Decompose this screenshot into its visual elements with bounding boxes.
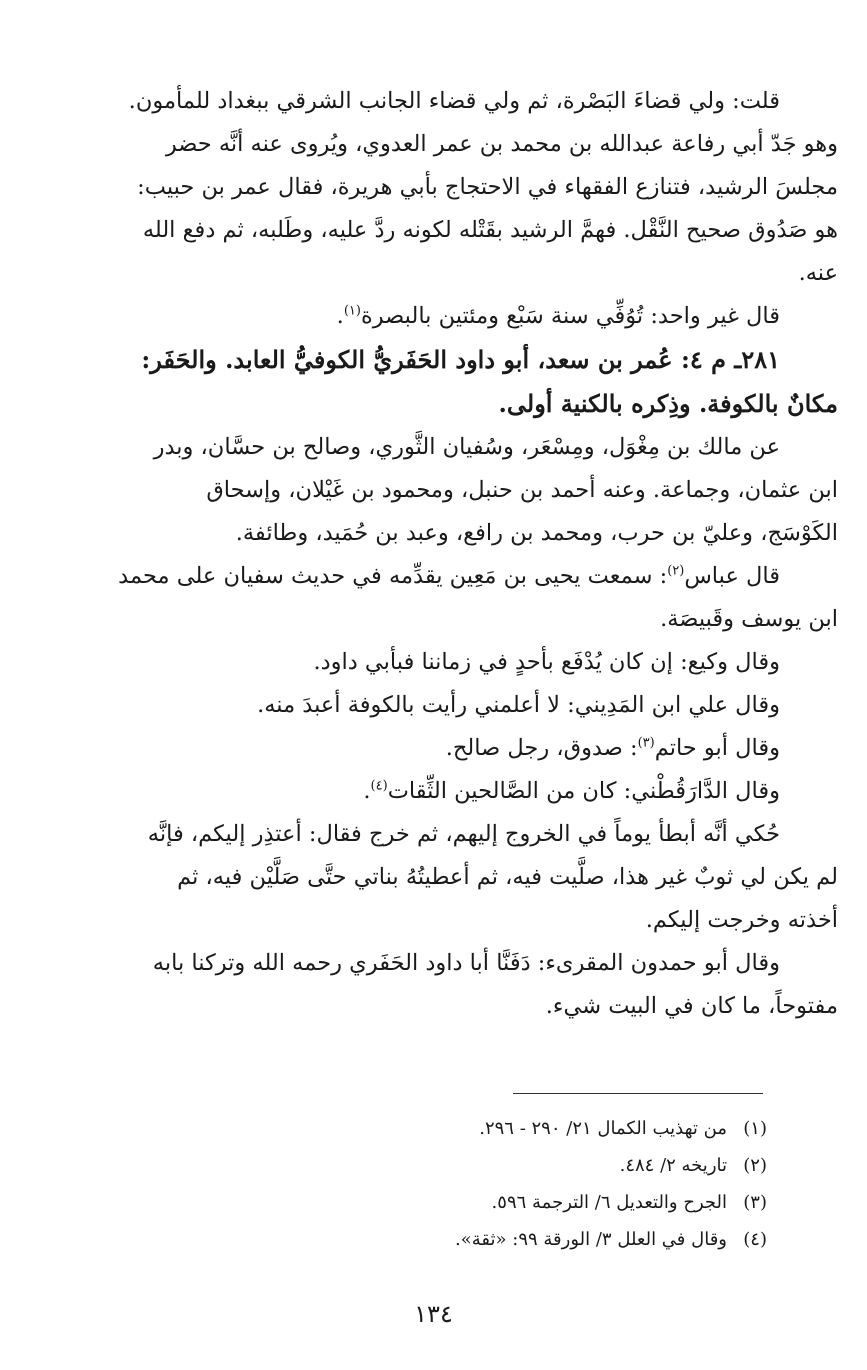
entry-heading-line: ٢٨١ـ م ٤: عُمر بن سعد، أبو داود الحَفَريُّ الكوفيُّ العابد. والحَفَر:: [141, 345, 780, 374]
footnote-ref: (٣): [637, 735, 655, 751]
text-line: عنه.: [798, 260, 838, 286]
footnote-number: (٣): [743, 1192, 767, 1213]
text-line: هو صَدُوق صحيح النَّقْل. فهمَّ الرشيد بقَتْله لكونه ردَّ عليه، وطَلبه، ثم دفع الله: [142, 217, 838, 243]
footnotes: [67, 1110, 767, 1258]
footnote-ref: (٤): [370, 778, 388, 794]
paragraph: [38, 684, 838, 727]
footnote-ref: (١): [343, 303, 361, 319]
footnote-divider: [513, 1093, 763, 1094]
text-line: وقال الدَّارَقُطْني: كان من الصَّالحين الثِّقات: [387, 778, 780, 804]
paragraph: [38, 770, 838, 813]
text-line: .: [363, 778, 371, 804]
text-line: حُكي أنَّه أبطأ يوماً في الخروج إليهم، ثم خرج فقال: أعتذِر إليكم، فإنَّه: [147, 821, 780, 847]
text-line: وهو جَدّ أبي رفاعة عبدالله بن محمد بن عمر العدوي، ويُروى عنه أنَّه حضر: [165, 131, 838, 157]
paragraph: [38, 555, 838, 641]
footnote-item: [67, 1147, 767, 1184]
text-line: عن مالك بن مِغْوَل، ومِسْعَر، وسُفيان الثَّوري، وصالح بن حسَّان، وبدر: [153, 434, 780, 460]
text-line: الكَوْسَج، وعليّ بن حرب، ومحمد بن رافع، وعبد بن حُمَيد، وطائفة.: [235, 520, 838, 546]
footnote-number: (٤): [743, 1229, 767, 1250]
footnote-number: (٢): [743, 1155, 767, 1176]
paragraph: [38, 426, 838, 555]
entry-heading-line: مكانٌ بالكوفة. وذِكره بالكنية أولى.: [498, 389, 838, 418]
footnote-text: تاريخه ٢/ ٤٨٤.: [619, 1155, 727, 1176]
footnote-text: من تهذيب الكمال ٢١/ ٢٩٠ - ٢٩٦.: [479, 1118, 727, 1139]
text-line: وقال وكيع: إن كان يُدْفَع بأحدٍ في زماننا فبأبي داود.: [313, 649, 780, 675]
text-line: أخذته وخرجت إليكم.: [645, 907, 838, 933]
text-line: وقال أبو حاتم: [654, 735, 780, 761]
paragraph: [38, 942, 838, 1028]
text-line: قال غير واحد: تُوُفِّي سنة سَبْع ومئتين بالبصرة: [360, 303, 780, 329]
text-line: وقال أبو حمدون المقرىء: دَفَنَّا أبا داود الحَفَري رحمه الله وتركنا بابه: [152, 950, 780, 976]
text-line: وقال علي ابن المَدِيني: لا أعلمني رأيت بالكوفة أعبدَ منه.: [257, 692, 780, 718]
text-line: لم يكن لي ثوبٌ غير هذا، صلَّيت فيه، ثم أعطيتُهُ بناتي حتَّى صَلَّيْن فيه، ثم: [177, 864, 838, 890]
main-text: [38, 80, 838, 1028]
paragraph: [38, 813, 838, 942]
footnote-text: الجرح والتعديل ٦/ الترجمة ٥٩٦.: [491, 1192, 727, 1213]
footnote-text: وقال في العلل ٣/ الورقة ٩٩: «ثقة».: [455, 1229, 727, 1250]
footnote-item: [67, 1221, 767, 1258]
footnote-item: [67, 1110, 767, 1147]
footnote-number: (١): [743, 1118, 767, 1139]
paragraph: [38, 80, 838, 295]
entry-heading: [38, 338, 838, 426]
text-line: : سمعت يحيى بن مَعِين يقدِّمه في حديث سفيان على محمد: [118, 563, 668, 589]
footnote-ref: (٢): [667, 563, 685, 579]
paragraph: [38, 295, 838, 338]
text-line: ابن يوسف وقَبيصَة.: [660, 606, 838, 632]
paragraph: [38, 641, 838, 684]
text-line: قلت: ولي قضاءَ البَصْرة، ثم ولي قضاء الجانب الشرقي ببغداد للمأمون.: [128, 88, 780, 114]
page-number: ١٣٤: [414, 1300, 453, 1328]
text-line: : صدوق، رجل صالح.: [445, 735, 638, 761]
text-line: ابن عثمان، وجماعة. وعنه أحمد بن حنبل، ومحمود بن غَيْلان، وإسحاق: [206, 477, 838, 503]
text-line: مفتوحاً، ما كان في البيت شيء.: [545, 993, 838, 1019]
text-line: .: [336, 303, 344, 329]
text-line: مجلسَ الرشيد، فتنازع الفقهاء في الاحتجاج بأبي هريرة، فقال عمر بن حبيب:: [137, 174, 838, 200]
paragraph: [38, 727, 838, 770]
text-line: قال عباس: [684, 563, 780, 589]
footnote-item: [67, 1184, 767, 1221]
